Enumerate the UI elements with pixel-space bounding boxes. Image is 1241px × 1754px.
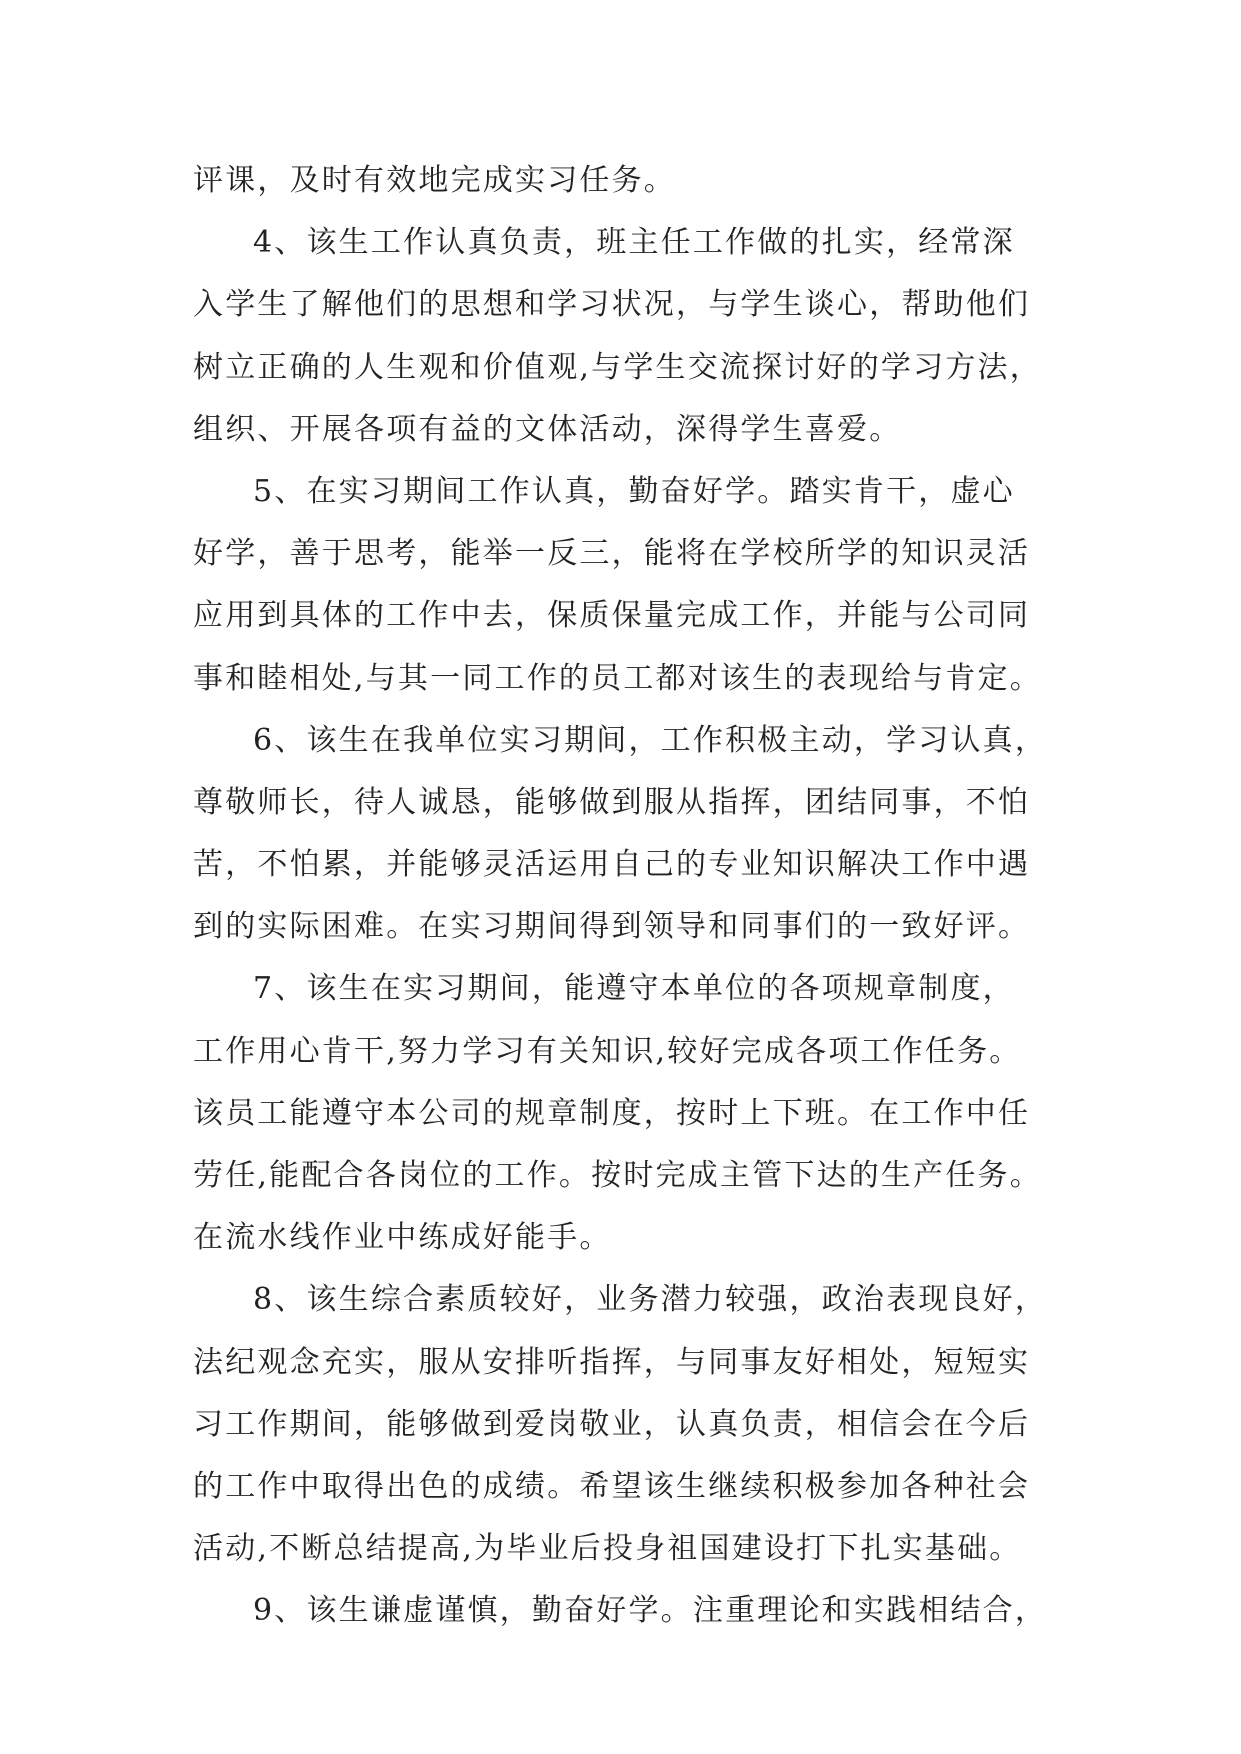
text-line: 好学，善于思考，能举一反三，能将在学校所学的知识灵活 (193, 536, 1031, 572)
text-line: 该员工能遵守本公司的规章制度，按时上下班。在工作中任 (193, 1095, 1031, 1131)
text-line: 活动,不断总结提高,为毕业后投身祖国建设打下扎实基础。 (193, 1531, 1022, 1567)
document-body (193, 150, 1053, 1643)
paragraph-7-start: 7、该生在实习期间，能遵守本单位的各项规章制度， (253, 971, 1015, 1007)
text-line: 组织、开展各项有益的文体活动，深得学生喜爱。 (193, 411, 902, 447)
text-line: 到的实际困难。在实习期间得到领导和同事们的一致好评。 (193, 909, 1031, 945)
paragraph-5-start: 5、在实习期间工作认真，勤奋好学。踏实肯干，虚心 (253, 473, 1015, 509)
text-line: 入学生了解他们的思想和学习状况，与学生谈心，帮助他们 (193, 287, 1031, 323)
text-line: 劳任,能配合各岗位的工作。按时完成主管下达的生产任务。 (193, 1158, 1042, 1193)
text-line: 的工作中取得出色的成绩。希望该生继续积极参加各种社会 (193, 1468, 1031, 1504)
paragraph-6-start: 6、该生在我单位实习期间，工作积极主动，学习认真， (253, 722, 1048, 758)
paragraph-8-start: 8、该生综合素质较好，业务潜力较强，政治表现良好， (253, 1282, 1048, 1318)
text-line: 事和睦相处,与其一同工作的员工都对该生的表现给与肯定。 (193, 660, 1042, 696)
paragraph-4-start: 4、该生工作认真负责，班主任工作做的扎实，经常深 (253, 225, 1015, 261)
text-line: 树立正确的人生观和价值观,与学生交流探讨好的学习方法， (193, 349, 1042, 385)
paragraph-9-start: 9、该生谦虚谨慎，勤奋好学。注重理论和实践相结合， (253, 1593, 1048, 1629)
text-line: 在流水线作业中练成好能手。 (193, 1220, 612, 1256)
text-line: 法纪观念充实，服从安排听指挥，与同事友好相处，短短实 (193, 1344, 1031, 1380)
text-line: 习工作期间，能够做到爱岗敬业，认真负责，相信会在今后 (193, 1406, 1031, 1442)
text-line: 苦，不怕累，并能够灵活运用自己的专业知识解决工作中遇 (193, 847, 1031, 883)
text-line: 工作用心肯干,努力学习有关知识,较好完成各项工作任务。 (193, 1033, 1022, 1069)
text-line: 评课，及时有效地完成实习任务。 (193, 163, 676, 198)
text-line: 应用到具体的工作中去，保质保量完成工作，并能与公司同 (193, 598, 1031, 634)
text-line: 尊敬师长，待人诚恳，能够做到服从指挥，团结同事，不怕 (193, 784, 1031, 820)
